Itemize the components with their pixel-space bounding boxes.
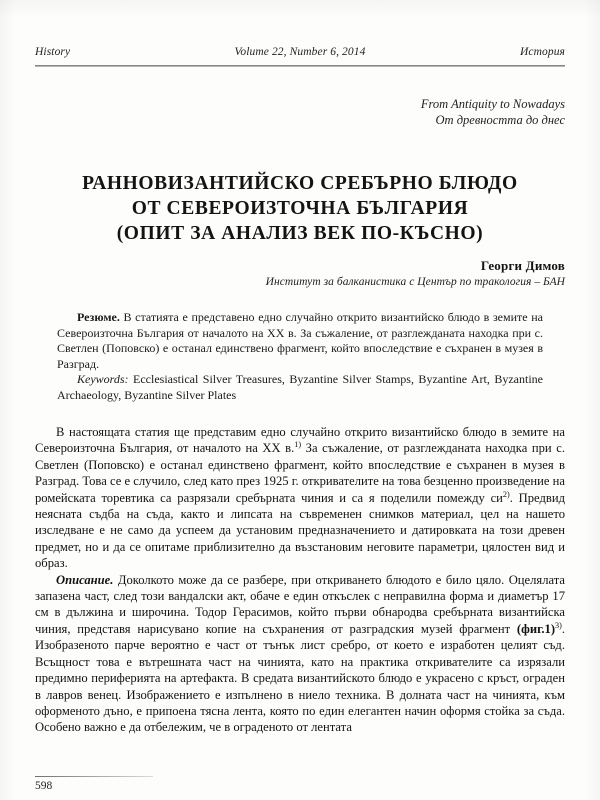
body-p2-part-a: Доколкото може да се разбере, при откриването блюдото е било цяло. Оцелялата запазена част, след този вандалски акт, обаче е един откъслек с неправилна форма и диаметър 17 см в дължина и широчина. Тодор Герасимов, който първи обнародва сребърната византийска чиния, представя нарисувано копие на съхранения от разградския музей фрагмент [35,572,565,636]
footnote-marker-2: 2) [502,489,510,499]
body-p2-part-b: . Изобразеното парче вероятно е част от тънък лист сребро, от което е изработен целият съд. Всъщност това е вътрешната част на чинията, като на практика откривателите са изрязали предимно периферията на артефакта. В средата византийското блюдо е украсено с кръст, ограден в лавров венец. Изображението е изпълнено в ниело техника. В долната част на чинията, към оформеното дъно, е припоена тясна лента, която по един елегантен начин оформя стойка за съда. Особено важно е да отбележим, че в ограденото от лентата [35,621,565,735]
body-p1-part-b: За съжаление, от разглежданата находка при с. Светлен (Поповско) е останал единствено фрагмент, който впоследствие е съхранен в музея в Разград. Това се е случило, след като през 1925 г. откривателите на това безценно произведение на ромейската торевтика са разрязали сребърната чиния и са я поделили помежду си [35,441,565,505]
running-head-volume: Volume 22, Number 6, 2014 [234,46,366,58]
running-head [35,46,565,58]
footnote-marker-1: 1) [294,440,302,450]
series-heading [421,96,565,128]
keywords-paragraph [57,372,543,403]
abstract-paragraph [57,310,543,372]
running-head-left: History [35,46,71,58]
series-line-en: From Antiquity to Nowadays [420,97,565,111]
body-paragraph-2 [35,572,565,736]
figure-reference: (фиг.1) [516,621,556,636]
abstract-text: В статията е представено едно случайно открито византийско блюдо в земите на Североизточна България от началото на ХХ в. За съжаление, от разглежданата находка при с. Светлен (Поповско) е останал единствено фрагмент, който впоследствие е съхранен в музея в Разград. [57,310,543,371]
running-head-rule [35,65,565,67]
section-term-description: Описание. [56,572,114,587]
author-affiliation: Институт за балканистика с Център по тракология – БАН [265,276,565,288]
page-content [35,0,565,800]
footnote-rule [35,776,153,777]
byline [35,258,565,288]
abstract-label: Резюме. [77,310,120,324]
author-name: Георги Димов [480,258,565,273]
page-number: 598 [35,780,53,792]
keywords-text: Ecclesiastical Silver Treasures, Byzantine Silver Stamps, Byzantine Art, Byzantine Archaeology, Byzantine Silver Plates [57,372,543,402]
body-p1-part-a: В настоящата статия ще представим едно случайно открито византийско блюдо в земите на Североизточна България, от началото на ХХ в. [35,425,565,456]
article-title-line-2: ОТ СЕВЕРОИЗТОЧНА БЪЛГАРИЯ [131,198,469,220]
series-line-bg: От древността до днес [435,113,565,127]
article-title-line-3: (ОПИТ ЗА АНАЛИЗ ВЕК ПО-КЪСНО) [116,223,484,245]
running-head-right: История [519,46,565,58]
article-title-line-1: РАННОВИЗАНТИЙСКО СРЕБЪРНО БЛЮДО [82,173,518,195]
article-title [35,171,565,246]
keywords-label: Keywords: [77,372,129,387]
body-paragraph-1 [35,424,565,572]
footnote-marker-3: 3) [555,620,562,630]
abstract-block [57,310,543,404]
body-p1-part-c: . Предвид неясната съдба на съда, както и липсата на съвременен снимков материал, цел на нашето изследване е не само да успеем да установим предназначението и датировката на този древен предмет, но и да се опитаме приблизително да възстановим неговите параметри, цялостен вид и образ. [35,490,565,571]
body-text [35,424,565,736]
